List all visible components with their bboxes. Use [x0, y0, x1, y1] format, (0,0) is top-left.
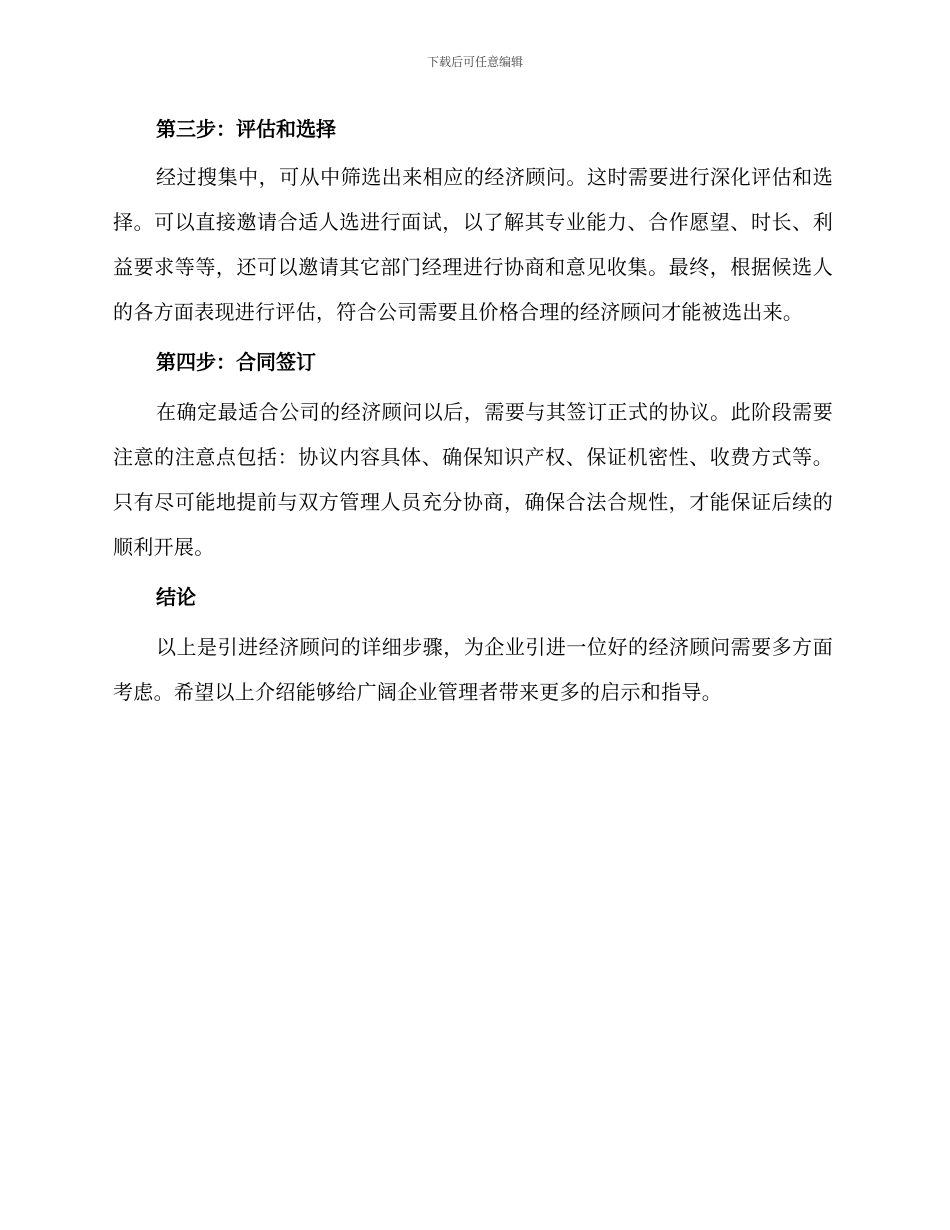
- document-body: [113, 114, 833, 715]
- section-heading-conclusion: 结论: [156, 585, 196, 609]
- section-paragraph-step-four: 在确定最适合公司的经济顾问以后，需要与其签订正式的协议。此阶段需要注意的注意点包括：协议内容具体、确保知识产权、保证机密性、收费方式等。只有尽可能地提前与双方管理人员充分协商，确保合法合规性，才能保证后续的顺利开展。: [113, 400, 833, 559]
- section-paragraph-conclusion: 以上是引进经济顾问的详细步骤，为企业引进一位好的经济顾问需要多方面考虑。希望以上介绍能够给广阔企业管理者带来更多的启示和指导。: [113, 635, 833, 704]
- page-header: 下载后可任意编辑: [426, 55, 523, 69]
- section-paragraph-step-three: 经过搜集中，可从中筛选出来相应的经济顾问。这时需要进行深化评估和选择。可以直接邀请合适人选进行面试，以了解其专业能力、合作愿望、时长、利益要求等等，还可以邀请其它部门经理进行协商和意见收集。最终，根据候选人的各方面表现进行评估，符合公司需要且价格合理的经济顾问才能被选出来。: [113, 165, 833, 324]
- section-heading-step-four: 第四步：合同签订: [156, 350, 316, 374]
- section-heading-step-three: 第三步：评估和选择: [156, 117, 336, 141]
